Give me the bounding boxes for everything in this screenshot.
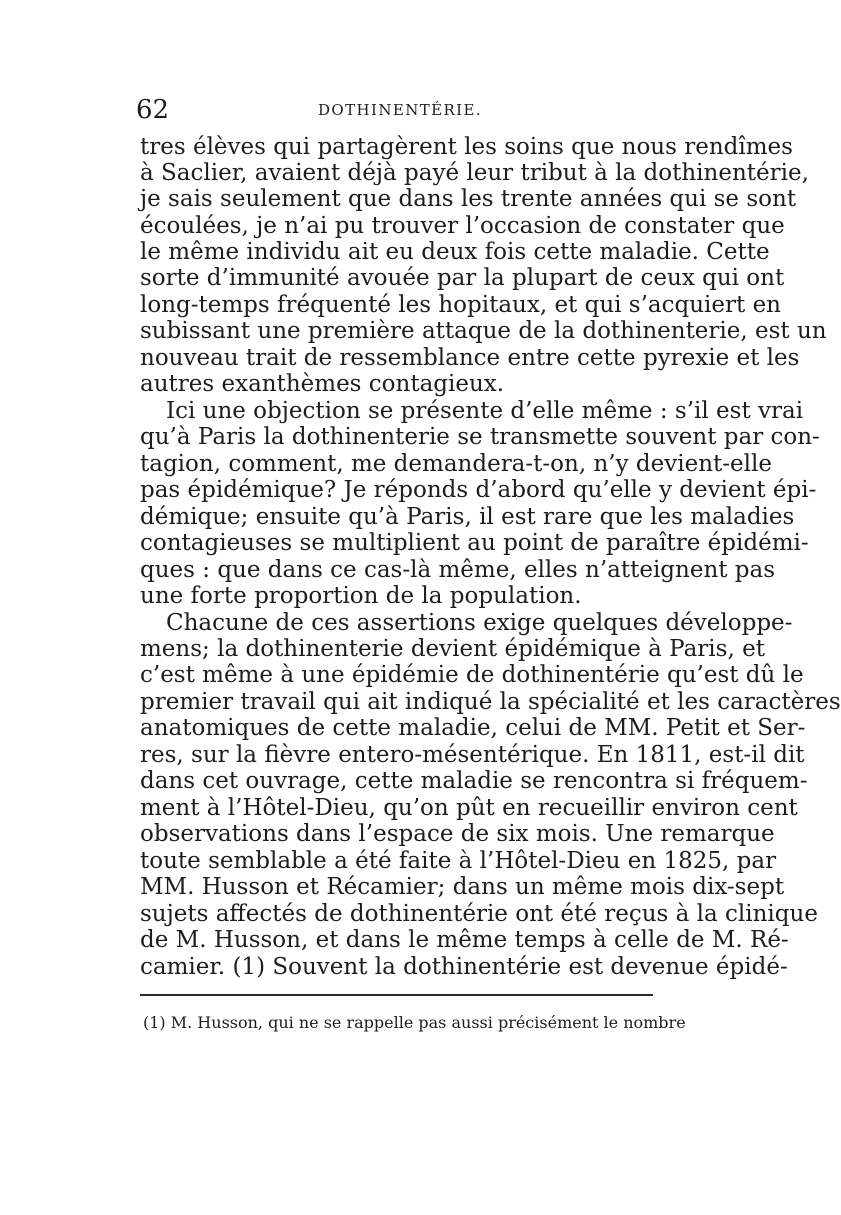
text-line: camier. (1) Souvent la dothinentérie est devenue épidé- [140, 954, 788, 980]
text-line: ment à l’Hôtel-Dieu, qu’on pût en recueillir environ cent [140, 795, 798, 821]
text-line: de M. Husson, et dans le même temps à celle de M. Ré- [140, 927, 789, 953]
text-line: nouveau trait de ressemblance entre cette pyrexie et les [140, 345, 800, 371]
text-line: Ici une objection se présente d’elle même : s’il est vrai [166, 398, 804, 424]
text-line: premier travail qui ait indiqué la spécialité et les caractères [140, 689, 841, 715]
text-line: une forte proportion de la population. [140, 583, 582, 609]
text-line: MM. Husson et Récamier; dans un même mois dix-sept [140, 874, 785, 900]
text-line: autres exanthèmes contagieux. [140, 371, 505, 397]
text-line: observations dans l’espace de six mois. Une remarque [140, 821, 775, 847]
text-line: mens; la dothinenterie devient épidémique à Paris, et [140, 636, 765, 662]
text-line: Chacune de ces assertions exige quelques développe- [166, 610, 793, 636]
text-line: sujets affectés de dothinentérie ont été reçus à la clinique [140, 901, 818, 927]
text-line: écoulées, je n’ai pu trouver l’occasion de constater que [140, 213, 785, 239]
text-line: subissant une première attaque de la dothinenterie, est un [140, 318, 827, 344]
text-line: démique; ensuite qu’à Paris, il est rare que les maladies [140, 504, 795, 530]
text-line: je sais seulement que dans les trente années qui se sont [140, 186, 797, 212]
footnote-rule [140, 994, 653, 996]
text-line: ques : que dans ce cas-là même, elles n’atteignent pas [140, 557, 776, 583]
text-line: contagieuses se multiplient au point de paraître épidémi- [140, 530, 809, 556]
text-line: qu’à Paris la dothinenterie se transmette souvent par con- [140, 424, 820, 450]
text-line: le même individu ait eu deux fois cette maladie. Cette [140, 239, 770, 265]
text-line: anatomiques de cette maladie, celui de MM. Petit et Ser- [140, 715, 806, 741]
text-line: à Saclier, avaient déjà payé leur tribut à la dothinentérie, [140, 160, 809, 186]
text-line: c’est même à une épidémie de dothinentérie qu’est dû le [140, 662, 804, 688]
page-number: 62 [136, 95, 170, 125]
text-line: sorte d’immunité avouée par la plupart de ceux qui ont [140, 265, 785, 291]
text-line: long-temps fréquenté les hopitaux, et qui s’acquiert en [140, 292, 781, 318]
running-title: DOTHINENTÉRIE. [318, 101, 483, 119]
text-line: tres élèves qui partagèrent les soins que nous rendîmes [140, 134, 793, 160]
text-line: pas épidémique? Je réponds d’abord qu’elle y devient épi- [140, 477, 817, 503]
footnote-text: (1) M. Husson, qui ne se rappelle pas aussi précisément le nombre [143, 1013, 686, 1032]
running-head [136, 95, 672, 125]
text-line: dans cet ouvrage, cette maladie se rencontra si fréquem- [140, 768, 808, 794]
text-line: toute semblable a été faite à l’Hôtel-Dieu en 1825, par [140, 848, 777, 874]
text-line: tagion, comment, me demandera-t-on, n’y devient-elle [140, 451, 772, 477]
text-line: res, sur la fièvre entero-mésentérique. En 1811, est-il dit [140, 742, 805, 768]
